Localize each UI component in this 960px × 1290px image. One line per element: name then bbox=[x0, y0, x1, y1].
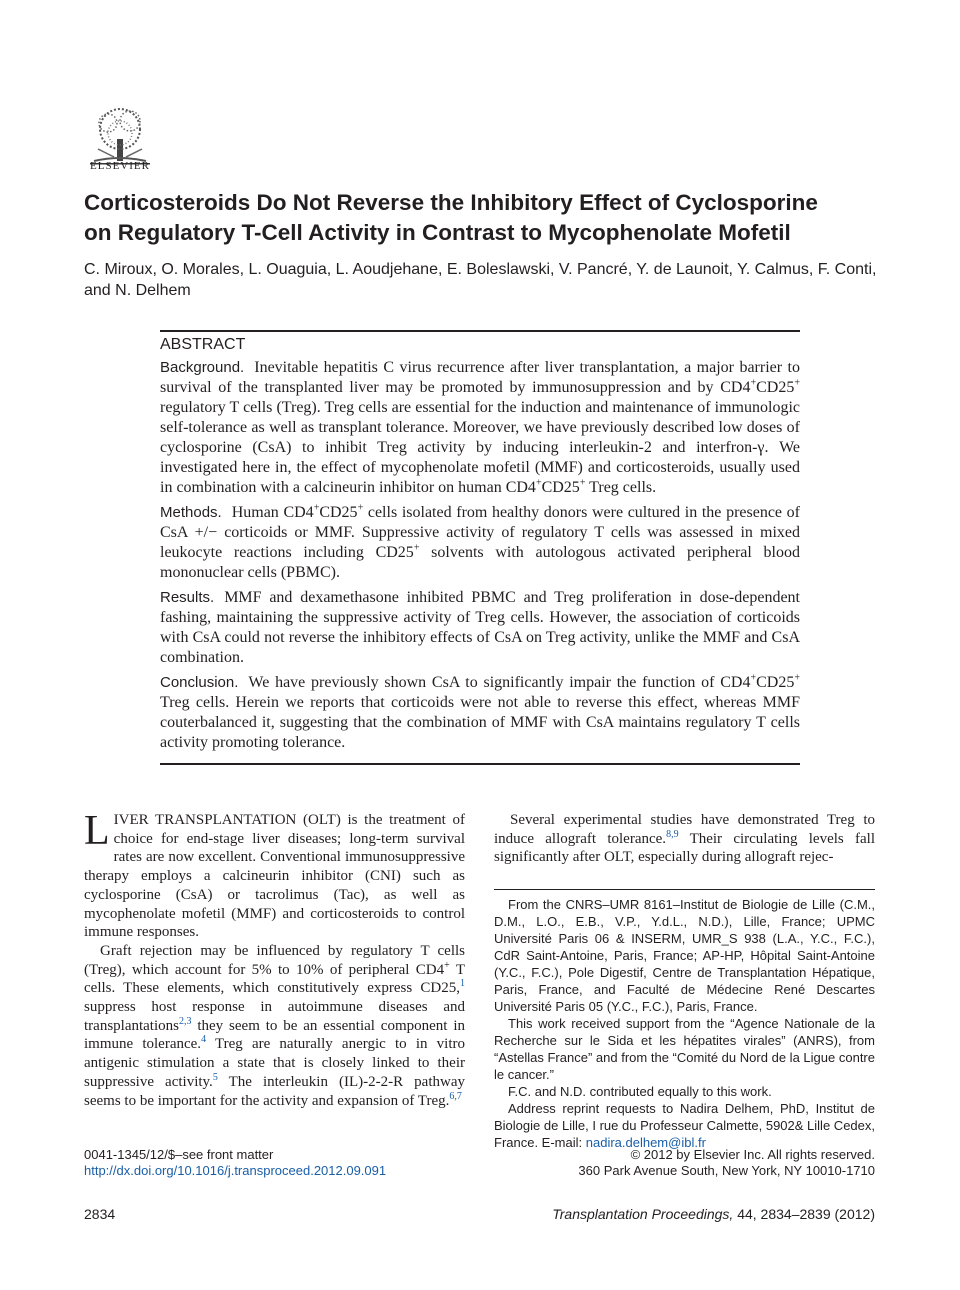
paragraph-text: they seem to be an essential component in immune tolerance. bbox=[84, 1017, 465, 1053]
background-text: CD25 bbox=[541, 479, 580, 496]
email-link[interactable]: nadira.delhem@ibl.fr bbox=[585, 1135, 706, 1150]
paragraph-text: Several experimental studies have demonstrated Treg to induce allograft tolerance. bbox=[494, 812, 875, 847]
citation-link[interactable]: 6,7 bbox=[449, 1090, 462, 1102]
body-column-right bbox=[494, 811, 875, 867]
reprint-text: Address reprint requests to Nadira Delhem, PhD, Institut de Biologie de Lille, I rue du Professeur Calmette, 5902& Lille Cedex, France. E-mail: bbox=[494, 1101, 875, 1150]
publisher-address: 360 Park Avenue South, New York, NY 10010-1710 bbox=[578, 1163, 875, 1178]
footnotes bbox=[494, 889, 875, 1151]
publisher-name: ELSEVIER bbox=[90, 160, 150, 172]
paragraph-text: Graft rejection may be influenced by regulatory T cells (Treg), which account for 5% to 10% of peripheral CD4 bbox=[84, 942, 465, 978]
background-label: Background. bbox=[160, 359, 245, 376]
article-title bbox=[84, 188, 884, 248]
abstract-results bbox=[160, 588, 800, 668]
background-text: CD25 bbox=[756, 379, 795, 396]
body-column-left bbox=[84, 808, 466, 1110]
citation-link[interactable]: 8,9 bbox=[666, 828, 679, 840]
body-paragraph-2 bbox=[84, 942, 465, 1110]
abstract-box bbox=[160, 330, 800, 765]
background-text: Treg cells. bbox=[585, 479, 657, 496]
paragraph-text: T cells. These elements, which constitutively express CD25, bbox=[84, 961, 465, 997]
support-note: This work received support from the “Agence Nationale de la Recherche sur le Sida et les hépatites virales” (ANRS), from “Astellas France” and from the “Comité du Nord de la Ligue contre le cancer.” bbox=[494, 1016, 875, 1082]
citation-link[interactable]: 5 bbox=[212, 1071, 218, 1083]
methods-text: cells isolated from healthy donors were cultured in the presence of CsA +/− corticoids or MMF. Suppressive activity of regulatory T cells was assessed in mixed leukocyte reactions including CD25 bbox=[160, 504, 801, 561]
methods-text: Human CD4 bbox=[231, 504, 314, 521]
issn-line: 0041-1345/12/$–see front matter bbox=[84, 1147, 274, 1162]
results-text: MMF and dexamethasone inhibited PBMC and Treg proliferation in dose-dependent fashing, maintaining the suppressive activity of Treg cells. However, the association of corticoids with CsA could not reverse the inhibitory effects of CsA on Treg activity, unlike the MMF and CsA combination. bbox=[160, 589, 800, 666]
superscript: + bbox=[413, 542, 420, 554]
conclusion-label: Conclusion. bbox=[160, 674, 239, 691]
equal-contribution-note: F.C. and N.D. contributed equally to this work. bbox=[508, 1084, 772, 1099]
body-paragraph-3 bbox=[494, 811, 875, 867]
background-text: regulatory T cells (Treg). Treg cells are essential for the induction and maintenance of immunologic self-tolerance as well as transplant tolerance. Moreover, we have previously described low doses of cyclosporine (CsA) to inhibit Treg activity by inducing interleukin-2 and interfron-γ. We investigated here in, the effect of mycophenolate mofetil (MMF) and corticosteroids, usually used in combination with a calcineurin inhibitor on human CD4 bbox=[160, 399, 800, 496]
doi-link[interactable]: http://dx.doi.org/10.1016/j.transproceed.2012.09.091 bbox=[84, 1163, 387, 1178]
copyright-line: © 2012 by Elsevier Inc. All rights reserved. bbox=[630, 1147, 875, 1162]
methods-label: Methods. bbox=[160, 504, 222, 521]
paragraph-text: Treg are naturally anergic to in vitro antigenic stimulation a state that is closely linked to their suppressive activity. bbox=[84, 1036, 466, 1090]
superscript: + bbox=[750, 672, 757, 684]
conclusion-text: Treg cells. Herein we reports that corticoids were not able to reverse this effect, whereas MMF couterbalanced it, suggesting that the combination of MMF with CsA maintains regulatory T cells activity promoting tolerance. bbox=[160, 694, 800, 751]
journal-volume: 44, 2834–2839 (2012) bbox=[733, 1206, 875, 1222]
paragraph-text: IVER TRANSPLANTATION (OLT) is the treatment of choice for end-stage liver diseases; long-term survival rates are now excellent. Conventional immunosuppressive therapy employs a calcineurin inhibitor (CNI) such as cyclosporine (CsA) or tacrolimus (Tac), as well as mycophenolate mofetil (MMF) and corticosteroids to control immune responses. bbox=[84, 812, 465, 941]
methods-text: solvents with autologous activated peripheral blood mononuclear cells (PBMC). bbox=[160, 544, 800, 581]
drop-cap: L bbox=[84, 808, 110, 854]
citation-link[interactable]: 1 bbox=[460, 978, 465, 990]
page-number: 2834 bbox=[84, 1206, 116, 1222]
paragraph-text: Their circulating levels fall significantly after OLT, especially during allograft rejec- bbox=[494, 830, 875, 866]
abstract-methods bbox=[160, 503, 800, 583]
body-paragraph-1 bbox=[84, 808, 465, 942]
journal-name: Transplantation Proceedings, bbox=[552, 1206, 734, 1222]
citation-link[interactable]: 2,3 bbox=[178, 1015, 192, 1027]
superscript: + bbox=[535, 477, 542, 489]
superscript: + bbox=[750, 377, 757, 389]
superscript: + bbox=[794, 672, 800, 684]
affiliation-note: From the CNRS–UMR 8161–Institut de Biologie de Lille (C.M., D.M., L.O., E.B., V.P., Y.d.L., N.D.), Lille, France; UPMC Université Paris 06 & INSERM, UMR_S 938 (L.A., Y.C., F.C.), CdR Saint-Antoine, Paris, France; AP-HP, Hôpital Saint-Antoine (Y.C., F.C.), Pole Digestif, Centre de Transplantation Hépatique, Paris, France, and Faculté de Médecine René Descartes Université Paris 05 (Y.C., F.C.), Paris, France. bbox=[494, 897, 875, 1014]
superscript: + bbox=[794, 377, 800, 389]
paragraph-text: suppress host response in autoimmune diseases and transplantations bbox=[84, 999, 465, 1034]
citation-link[interactable]: 4 bbox=[201, 1034, 207, 1046]
superscript: + bbox=[444, 959, 450, 971]
conclusion-text: We have previously shown CsA to significantly impair the function of CD4 bbox=[248, 674, 751, 691]
abstract-heading: ABSTRACT bbox=[160, 336, 246, 353]
methods-text: CD25 bbox=[319, 504, 358, 521]
author-list: C. Miroux, O. Morales, L. Ouaguia, L. Aoudjehane, E. Boleslawski, V. Pancré, Y. de Launoit, Y. Calmus, F. Conti, and N. Delhem bbox=[84, 261, 877, 299]
paragraph-text: The interleukin (IL)-2-2-R pathway seems to be important for the activity and expansion of Treg. bbox=[84, 1073, 465, 1109]
reprint-note bbox=[494, 1100, 875, 1151]
background-text: Inevitable hepatitis C virus recurrence after liver transplantation, a major barrier to survival of the transplanted liver may be promoted by immunosuppression and by CD4 bbox=[160, 359, 800, 396]
title-line-2: on Regulatory T-Cell Activity in Contrast to Mycophenolate Mofetil bbox=[84, 220, 791, 245]
abstract-background bbox=[160, 358, 800, 498]
abstract-conclusion bbox=[160, 673, 800, 753]
journal-citation bbox=[552, 1206, 875, 1222]
superscript: + bbox=[313, 502, 320, 514]
superscript: + bbox=[579, 477, 586, 489]
superscript: + bbox=[357, 502, 364, 514]
conclusion-text: CD25 bbox=[756, 674, 795, 691]
results-label: Results. bbox=[160, 589, 215, 606]
title-line-1: Corticosteroids Do Not Reverse the Inhibitory Effect of Cyclosporine bbox=[84, 190, 818, 215]
